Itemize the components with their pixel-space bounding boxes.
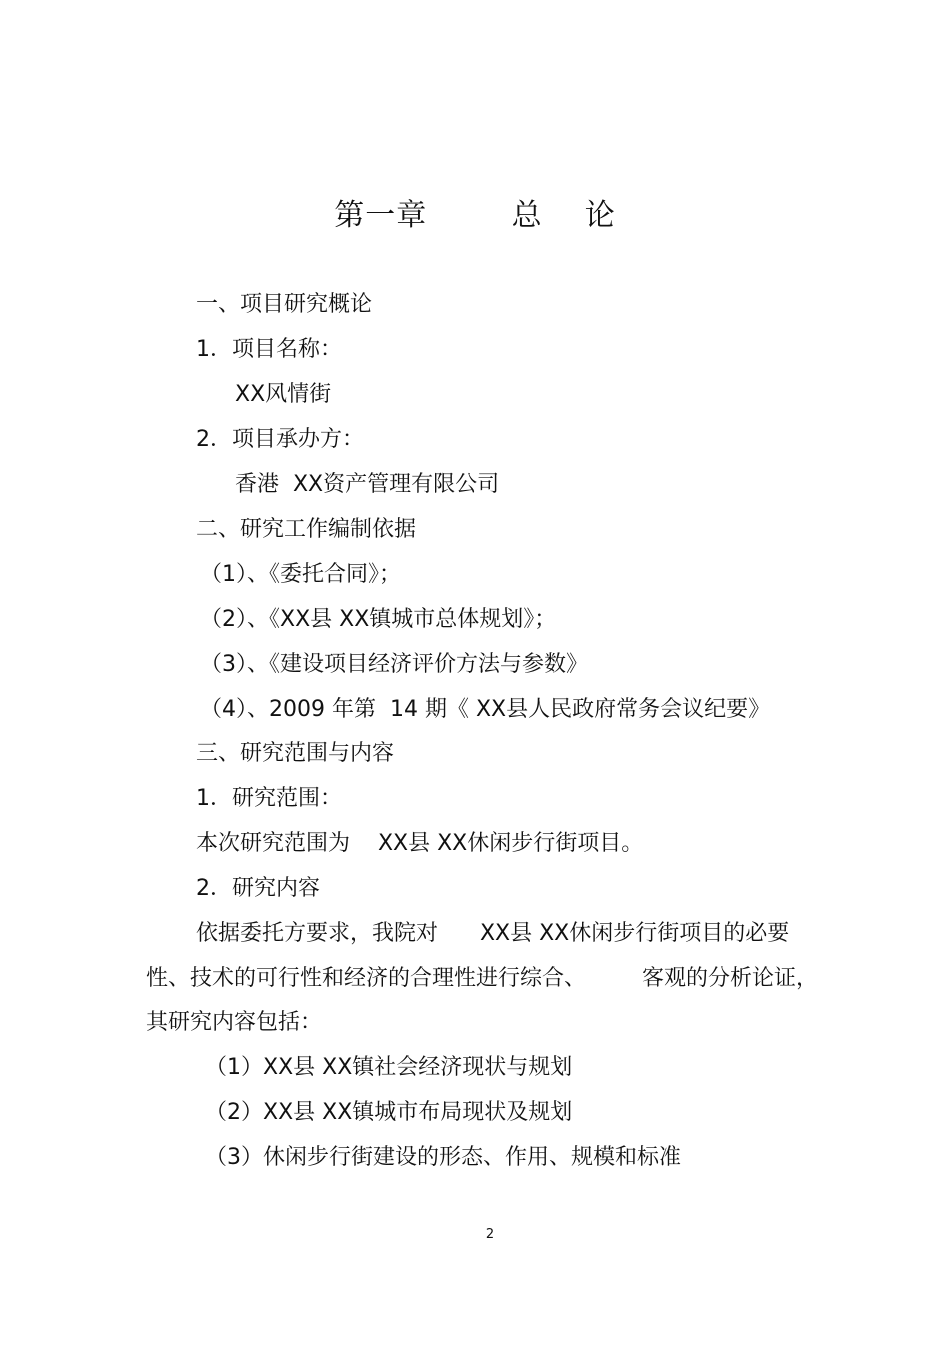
item-project-undertaker-value: 香港 XX资产管理有限公司 — [235, 472, 500, 497]
item-research-scope-text: 本次研究范围为 XX县 XX休闲步行街项目。 — [196, 831, 644, 856]
item-research-scope-label: 1．研究范围： — [196, 786, 342, 811]
item-project-name-label: 1．项目名称： — [196, 337, 342, 362]
content-item-3: （3）休闲步行街建设的形态、作用、规模和标准 — [205, 1145, 681, 1170]
item-project-name-value: XX风情街 — [235, 382, 332, 407]
section-heading-scope: 三、研究范围与内容 — [196, 741, 395, 766]
section-heading-basis: 二、研究工作编制依据 — [196, 517, 417, 542]
basis-item-4: （4）、2009 年第 14 期《 XX县人民政府常务会议纪要》 — [200, 697, 771, 722]
basis-item-3: （3）、《建设项目经济评价方法与参数》 — [200, 652, 588, 677]
item-research-content-label: 2．研究内容 — [196, 876, 320, 901]
basis-item-1: （1）、《委托合同》； — [200, 562, 401, 587]
chapter-title: 第一章 总 论 — [334, 198, 616, 233]
item-project-undertaker-label: 2．项目承办方： — [196, 427, 364, 452]
paragraph-line-3: 其研究内容包括： — [146, 1010, 323, 1035]
section-heading-overview: 一、项目研究概论 — [196, 292, 373, 317]
page-number: 2 — [485, 1227, 495, 1242]
paragraph-line-2: 性、技术的可行性和经济的合理性进行综合、 客观的分析论证， — [146, 966, 818, 991]
content-item-2: （2）XX县 XX镇城市布局现状及规划 — [205, 1100, 573, 1125]
paragraph-line-1: 依据委托方要求，我院对 XX县 XX休闲步行街项目的必要 — [196, 921, 790, 946]
basis-item-2: （2）、《XX县 XX镇城市总体规划》； — [200, 607, 557, 632]
content-item-1: （1）XX县 XX镇社会经济现状与规划 — [205, 1055, 573, 1080]
